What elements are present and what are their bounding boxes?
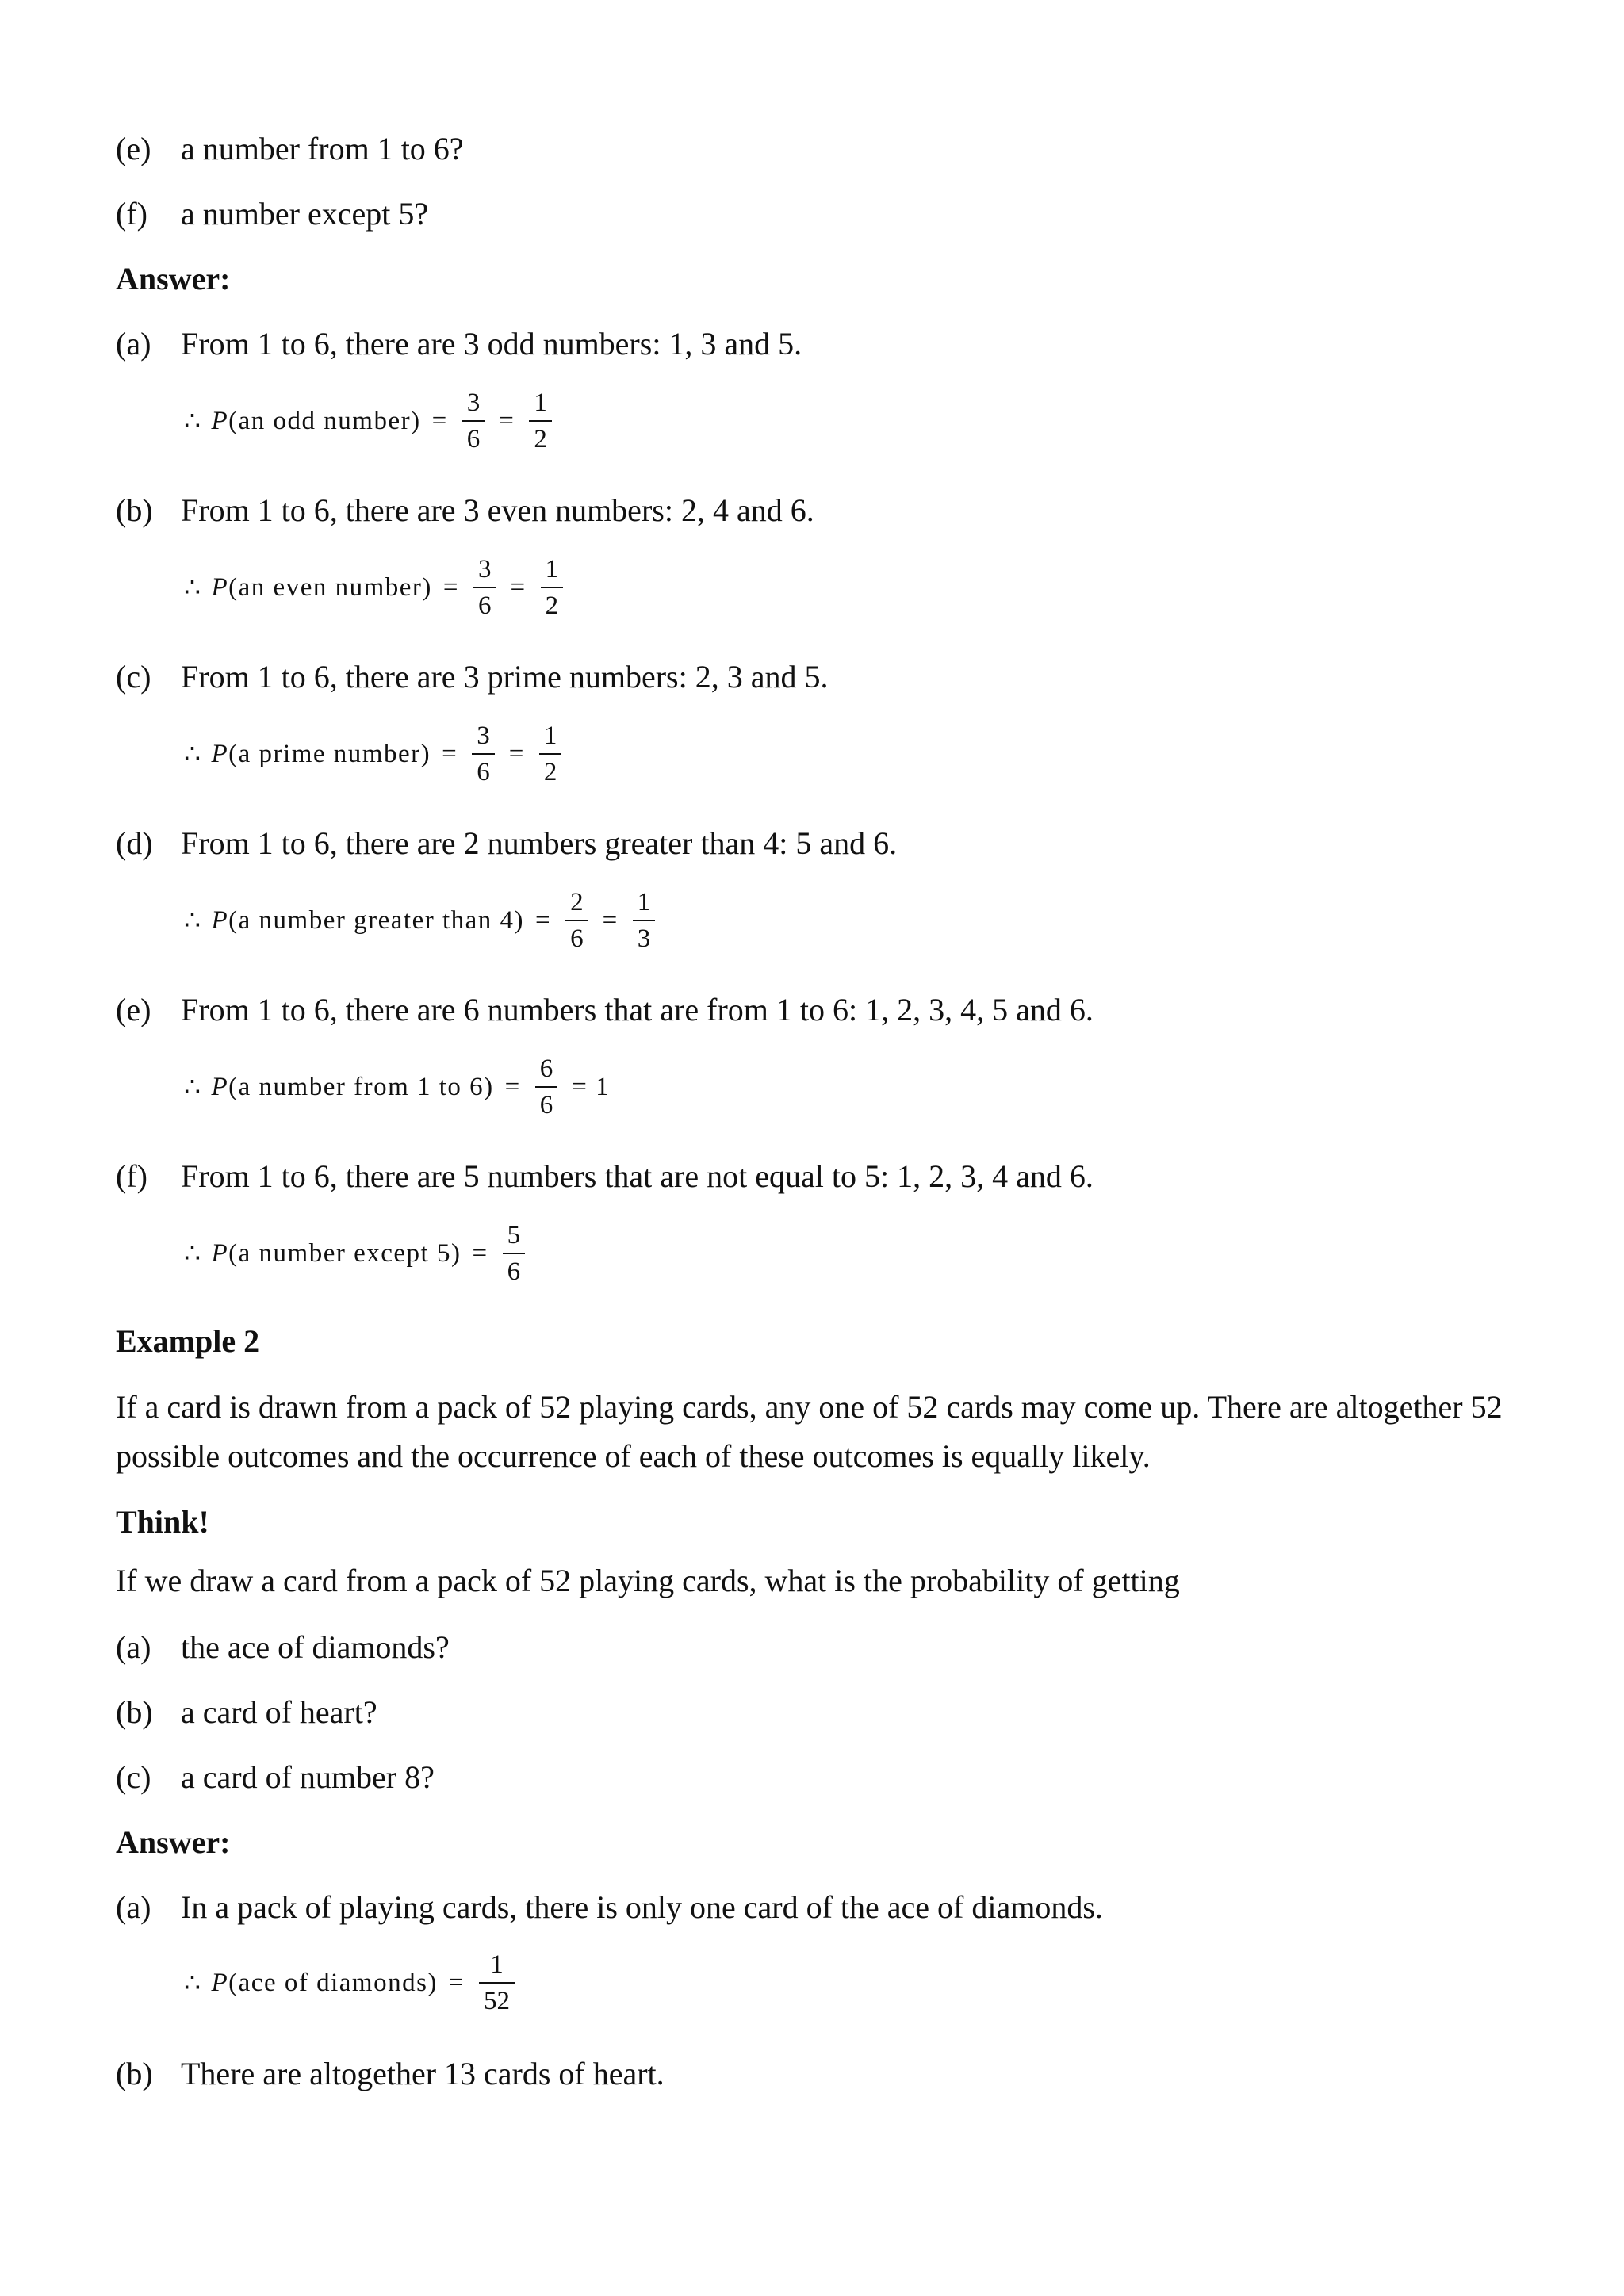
probability-symbol: P <box>211 1072 229 1101</box>
fraction <box>529 387 552 455</box>
fraction-bar <box>462 420 485 422</box>
denominator: 3 <box>637 924 651 953</box>
fraction <box>503 1219 526 1288</box>
equals-sign: = <box>499 406 515 435</box>
item-label: (a) <box>116 326 151 362</box>
numerator: 1 <box>637 888 651 916</box>
equals-sign: = <box>508 739 525 768</box>
equals-result: = 1 <box>572 1072 611 1101</box>
item-label: (e) <box>116 131 151 166</box>
denominator: 6 <box>477 758 490 786</box>
formula-prime-number <box>184 710 565 798</box>
equals-sign: = <box>442 739 458 768</box>
fraction <box>541 553 564 622</box>
therefore-symbol: ∴ <box>184 1073 202 1102</box>
fraction <box>633 886 656 955</box>
fraction <box>535 1053 558 1121</box>
event-text: (a number from 1 to 6) <box>228 1072 494 1101</box>
think-heading: Think! <box>116 1504 209 1540</box>
item-text: In a pack of playing cards, there is only one card of the ace of diamonds. <box>181 1889 1103 1925</box>
denominator: 52 <box>484 1987 511 2015</box>
denominator: 2 <box>534 425 547 453</box>
event-text: (a number greater than 4) <box>228 905 525 935</box>
equals-sign: = <box>510 572 527 602</box>
therefore-symbol: ∴ <box>184 574 202 603</box>
denominator: 2 <box>543 758 557 786</box>
example-2-answer-heading: Answer: <box>116 1824 231 1860</box>
item-text: the ace of diamonds? <box>181 1629 450 1665</box>
formula-ace-of-diamonds <box>184 1939 518 2026</box>
fraction-bar <box>529 420 552 422</box>
item-text: From 1 to 6, there are 6 numbers that are from 1 to 6: 1, 2, 3, 4, 5 and 6. <box>181 992 1094 1027</box>
probability-symbol: P <box>211 572 229 602</box>
denominator: 6 <box>570 924 584 953</box>
formula-even-number <box>184 544 566 631</box>
equals-sign: = <box>504 1072 521 1101</box>
fraction-bar <box>473 587 496 588</box>
item-label: (e) <box>116 992 151 1027</box>
fraction <box>539 720 562 788</box>
fraction-bar <box>565 920 588 921</box>
fraction <box>472 720 495 788</box>
denominator: 6 <box>507 1257 521 1286</box>
therefore-symbol: ∴ <box>184 1969 202 1998</box>
equals-sign: = <box>535 905 552 935</box>
item-label: (b) <box>116 492 153 528</box>
fraction-bar <box>633 920 656 921</box>
item-label: (b) <box>116 1694 153 1730</box>
fraction-bar <box>539 753 562 755</box>
numerator: 1 <box>534 388 547 417</box>
fraction-bar <box>503 1253 526 1254</box>
fraction-bar <box>541 587 564 588</box>
therefore-symbol: ∴ <box>184 740 202 769</box>
fraction-bar <box>535 1086 558 1088</box>
fraction <box>473 553 496 622</box>
item-text: From 1 to 6, there are 2 numbers greater than 4: 5 and 6. <box>181 825 898 861</box>
example-2-heading: Example 2 <box>116 1323 260 1359</box>
numerator: 1 <box>543 721 557 750</box>
equals-sign: = <box>442 572 460 602</box>
numerator: 5 <box>507 1221 521 1249</box>
think-text: If we draw a card from a pack of 52 playing cards, what is the probability of getting <box>116 1563 1180 1598</box>
answer-heading: Answer: <box>116 261 231 297</box>
event-text: (an odd number) <box>228 406 421 435</box>
item-text: From 1 to 6, there are 3 even numbers: 2, 4 and 6. <box>181 492 814 528</box>
numerator: 1 <box>490 1950 504 1979</box>
item-label: (f) <box>116 196 147 232</box>
equals-sign: = <box>602 905 619 935</box>
numerator: 6 <box>539 1054 553 1083</box>
example-2-paragraph: If a card is drawn from a pack of 52 playing cards, any one of 52 cards may come up. There are altogether 52 possible outcomes and the occurrence of each of these outcomes is equally likely. <box>116 1389 1503 1474</box>
item-label: (a) <box>116 1629 151 1665</box>
item-text: a card of heart? <box>181 1694 377 1730</box>
numerator: 1 <box>545 555 559 584</box>
item-label: (f) <box>116 1158 147 1194</box>
item-text: From 1 to 6, there are 3 odd numbers: 1, 3 and 5. <box>181 326 802 362</box>
equals-sign: = <box>448 1968 465 1997</box>
probability-symbol: P <box>211 1238 229 1268</box>
item-label: (d) <box>116 825 153 861</box>
probability-symbol: P <box>211 406 229 435</box>
equals-sign: = <box>431 406 448 435</box>
item-text: There are altogether 13 cards of heart. <box>181 2056 665 2091</box>
item-text: a number from 1 to 6? <box>181 131 464 166</box>
fraction-bar <box>472 753 495 755</box>
numerator: 3 <box>466 388 481 417</box>
therefore-symbol: ∴ <box>184 408 202 436</box>
item-label: (c) <box>116 1759 151 1795</box>
item-label: (c) <box>116 659 151 695</box>
item-label: (a) <box>116 1889 151 1925</box>
event-text: (an even number) <box>228 572 432 602</box>
denominator: 6 <box>466 425 481 453</box>
numerator: 3 <box>477 721 490 750</box>
denominator: 6 <box>478 591 492 620</box>
formula-except-5 <box>184 1210 528 1297</box>
fraction <box>479 1949 515 2017</box>
fraction <box>565 886 588 955</box>
denominator: 6 <box>539 1091 553 1119</box>
therefore-symbol: ∴ <box>184 1240 202 1269</box>
item-text: From 1 to 6, there are 3 prime numbers: 2, 3 and 5. <box>181 659 829 695</box>
numerator: 2 <box>570 888 584 916</box>
item-label: (b) <box>116 2056 153 2091</box>
fraction-bar <box>479 1982 515 1984</box>
item-text: a card of number 8? <box>181 1759 435 1795</box>
event-text: (a number except 5) <box>228 1238 462 1268</box>
denominator: 2 <box>545 591 559 620</box>
event-text: (ace of diamonds) <box>228 1968 438 1997</box>
fraction <box>462 387 485 455</box>
item-text: From 1 to 6, there are 5 numbers that are not equal to 5: 1, 2, 3, 4 and 6. <box>181 1158 1094 1194</box>
formula-odd-number <box>184 377 555 465</box>
probability-symbol: P <box>211 739 229 768</box>
formula-greater-than-4 <box>184 877 658 964</box>
equals-sign: = <box>472 1238 488 1268</box>
therefore-symbol: ∴ <box>184 907 202 936</box>
formula-from-1-to-6 <box>184 1043 621 1131</box>
item-text: a number except 5? <box>181 196 429 232</box>
probability-symbol: P <box>211 1968 229 1997</box>
probability-symbol: P <box>211 905 229 935</box>
event-text: (a prime number) <box>228 739 431 768</box>
numerator: 3 <box>478 555 492 584</box>
